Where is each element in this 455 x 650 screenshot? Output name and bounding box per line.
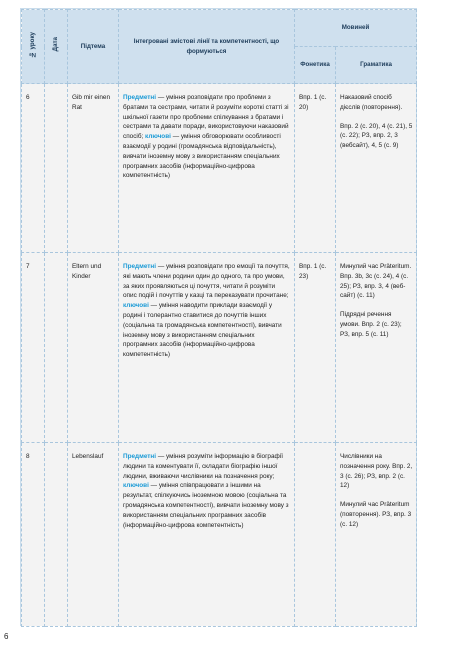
- subject-competence-label: Предметні: [123, 94, 157, 101]
- header-grammar: Граматика: [336, 47, 417, 84]
- grammar-cell: Наказовий спосіб дієслів (повторення). Впр. 2 (с. 20), 4 (с. 21), 5 (с. 22); РЗ, впр. 2, 3 (вебсайт), 4, 5 (с. 9): [336, 84, 417, 253]
- lesson-plan-sheet: [20, 8, 417, 626]
- grammar-cell: Числівники на позначення року. Впр. 2, 3 (с. 26); РЗ, впр. 2 (с. 12) Минулий час Präteritum (повторення). РЗ, впр. 3 (с. 12): [336, 443, 417, 627]
- phonetics-cell: Впр. 1 (с. 20): [295, 84, 336, 253]
- subtopic-cell: Eltern und Kinder: [68, 253, 119, 443]
- key-competence-label: ключові: [123, 482, 149, 490]
- date-cell: [45, 84, 68, 253]
- subtopic-cell: Gib mir einen Rat: [68, 84, 119, 253]
- header-language-material: Мовиней: [295, 10, 417, 47]
- header-phonetics: Фонетика: [295, 47, 336, 84]
- phonetics-cell: Впр. 1 (с. 23): [295, 253, 336, 443]
- key-competence-label: ключові: [145, 133, 171, 141]
- table-row: [22, 443, 417, 627]
- subtopic-cell: Lebenslauf: [68, 443, 119, 627]
- subject-competence-label: Предметні: [123, 263, 157, 270]
- table-row: [22, 84, 417, 253]
- lesson-number: 8: [22, 443, 45, 627]
- header-subtopic: Підтема: [68, 10, 119, 84]
- header-date: Дата: [45, 10, 68, 84]
- grammar-cell: Минулий час Präteritum. Впр. 3b, 3c (с. 24), 4 (с. 25); РЗ, впр. 3, 4 (веб-сайт) (с. 11) Підрядні речення умови. Впр. 2 (с. 23); РЗ, впр. 5 (с. 11): [336, 253, 417, 443]
- integrated-content-cell: Предметні — уміння розуміти інформацію в біографії людини та коментувати її, складати біографію іншої людини, вживаючи числівники на позначення року; ключові — уміння співпрацювати з іншими на результат, спілкуючись іноземною мовою (соціальна та громадянська компетентності), вивчати іноземну мову з використанням спеціальних програмних засобів (інформаційно-цифрова компетентність): [119, 443, 295, 627]
- page-number: 6: [4, 632, 9, 641]
- header-integrated-lines: Інтегровані змістові лінії та компетентності, що формуються: [119, 10, 295, 84]
- integrated-content-cell: Предметні — уміння розповідати про проблеми з братами та сестрами, читати й розуміти короткі статті зі шкільної газети про проблеми спілкування з братами і сестрами та давати поради, використовуючи наказовий спосіб; ключові — уміння обговорювати особливості взаємодії у родині (громадянська відповідальність), вивчати іноземну мову з використанням спеціальних програмних засобів (інформаційно-цифрова компетентність): [119, 84, 295, 253]
- phonetics-cell: [295, 443, 336, 627]
- lesson-number: 7: [22, 253, 45, 443]
- key-competence-label: ключові: [123, 302, 149, 310]
- subject-competence-label: Предметні: [123, 453, 157, 460]
- table-row: [22, 253, 417, 443]
- lesson-plan-table: [21, 9, 417, 627]
- lesson-number: 6: [22, 84, 45, 253]
- date-cell: [45, 253, 68, 443]
- header-lesson-number: № уроку: [22, 10, 45, 84]
- integrated-content-cell: Предметні — уміння розповідати про емоції та почуття, які мають члени родини один до одного, та про умови, за яких проявляються ці почуття, читати й розуміти опис подій і почуттів у казці та переказувати прочитане; ключові — уміння наводити приклади взаємодії у родині і толерантно ставитися до почуттів інших (соціальна та громадянська компетентності), вивчати іноземну мову з використанням спеціальних програмних засобів (інформаційно-цифрова компетентність): [119, 253, 295, 443]
- date-cell: [45, 443, 68, 627]
